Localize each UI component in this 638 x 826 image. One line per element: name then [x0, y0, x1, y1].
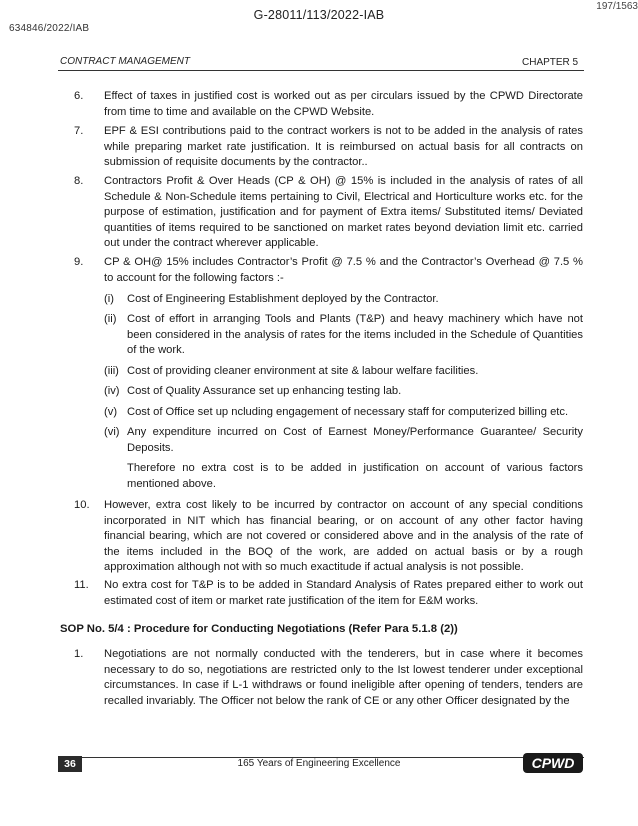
item-number: 11.: [74, 579, 89, 591]
running-header-title: CONTRACT MANAGEMENT: [60, 56, 190, 67]
list-item: CP & OH@ 15% includes Contractor’s Profit @ 7.5 % and the Contractor’s Overhead @ 7.5 % to account for the following factors :-: [104, 256, 583, 284]
sub-list-item: Cost of providing cleaner environment at site & labour welfare facilities.: [127, 365, 479, 377]
subitem-number: (ii): [104, 313, 117, 325]
section-heading: SOP No. 5/4 : Procedure for Conducting Negotiations (Refer Para 5.1.8 (2)): [60, 623, 458, 635]
item-number: 10.: [74, 499, 90, 511]
sub-list-item: Cost of Office set up ncluding engagement of necessary staff for computerized billing etc.: [127, 406, 569, 418]
file-number: G-28011/113/2022-IAB: [253, 8, 385, 22]
page-number: 36: [58, 756, 82, 772]
item-number: 7.: [74, 125, 84, 137]
sub-list-item: Cost of Engineering Establishment deployed by the Contractor.: [127, 293, 439, 305]
subitem-number: (iv): [104, 385, 120, 397]
list-item: Contractors Profit & Over Heads (CP & OH) @ 15% is included in the analysis of rates of all Schedule & Non-Schedule items pertaining to Civil, Electrical and Horticulture works etc. for the purpose of estimation, justification and for payment of Extra items/ Substituted items/ Deviated quantities of items required to be sanctioned on market rates beyond deviation limit etc. carried out under the contract wherever applicable.: [104, 175, 583, 250]
cpwd-logo: [522, 751, 584, 780]
item-number: 8.: [74, 175, 84, 187]
item-number: 9.: [74, 256, 84, 268]
subitem-number: (i): [104, 293, 114, 305]
note-paragraph: Therefore no extra cost is to be added in justification on account of various factors mentioned above.: [127, 462, 583, 490]
subitem-number: (v): [104, 406, 118, 418]
logo-text: CPWD: [531, 755, 575, 771]
sub-list-item: Cost of Quality Assurance set up enhancing testing lab.: [127, 385, 402, 397]
list-item: However, extra cost likely to be incurred by contractor on account of any special conditions incorporated in NIT which has financial bearing, or on account of any other factor having financial bearing, which are not covered or considered above and in the analysis of the rate of the items included in the BOQ of the work, are added on actual basis or by a rough approximation although not with so much exactitude if actual analysis is not possible.: [104, 499, 583, 574]
page-counter: 197/1563: [596, 1, 638, 12]
item-number: 6.: [74, 90, 84, 102]
list-item: Negotiations are not normally conducted with the tenderers, but in case where it becomes necessary to do so, negotiations are restricted only to the Ist lowest tenderer under exceptional circumstances. In case if L-1 withdraws or found ineligible after opening of tenders, tenders are recalled invariably. The Officer not below the rank of CE or any other Officer designated by the: [104, 648, 583, 707]
list-item: EPF & ESI contributions paid to the contract workers is not to be added in the analysis of rates while preparing market rate justification. It is reimbursed on actual basis for all contracts on submission of requisite documents by the contractor..: [104, 125, 583, 169]
sub-list-item: Cost of effort in arranging Tools and Plants (T&P) and heavy machinery which have not been considered in the analysis of rates for the items included in the Schedule of Quantities of the work.: [127, 313, 583, 357]
subitem-number: (vi): [104, 426, 120, 438]
footer-tagline: 165 Years of Engineering Excellence: [237, 758, 401, 769]
item-number: 1.: [74, 648, 84, 660]
running-header-chapter: CHAPTER 5: [522, 57, 579, 68]
sub-list-item: Any expenditure incurred on Cost of Earnest Money/Performance Guarantee/ Security Deposits.: [127, 426, 583, 454]
list-item: Effect of taxes in justified cost is worked out as per circulars issued by the CPWD Directorate from time to time and available on the CPWD Website.: [104, 90, 583, 118]
header-rule: [58, 70, 584, 71]
list-item: No extra cost for T&P is to be added in Standard Analysis of Rates prepared either to work out estimated cost of item or market rate justification of the item for E&M works.: [104, 579, 583, 607]
subitem-number: (iii): [104, 365, 119, 377]
reference-number: 634846/2022/IAB: [9, 23, 90, 34]
